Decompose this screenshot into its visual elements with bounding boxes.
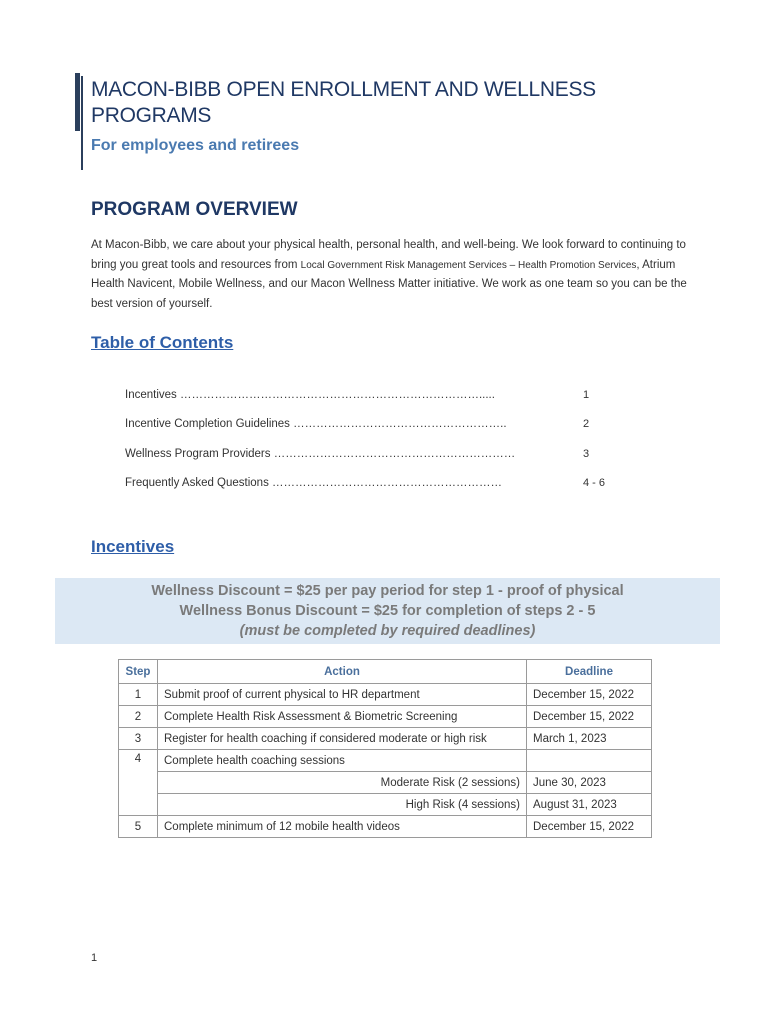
document-subtitle: For employees and retirees: [91, 137, 300, 154]
deadline-cell: December 15, 2022: [527, 706, 652, 728]
toc-item-page: 3: [583, 448, 590, 460]
banner-line-3: (must be completed by required deadlines): [239, 623, 536, 639]
action-cell: Complete Health Risk Assessment & Biometric Screening: [158, 706, 527, 728]
toc-item-label: Frequently Asked Questions ……………………………………………………: [125, 477, 503, 489]
incentive-banner: [55, 578, 720, 644]
deadline-cell: June 30, 2023: [527, 772, 652, 794]
step-cell: 4: [119, 750, 158, 816]
toc-item[interactable]: [125, 389, 625, 405]
column-header-deadline: Deadline: [527, 660, 652, 684]
document-title: MACON-BIBB OPEN ENROLLMENT AND WELLNESS PROGRAMS: [91, 78, 596, 127]
column-header-step: Step: [119, 660, 158, 684]
table-row: [119, 728, 652, 750]
step-cell: 1: [119, 684, 158, 706]
toc-item-label: Incentives …………………………………………………………………….....: [125, 389, 495, 401]
toc-item[interactable]: [125, 418, 625, 434]
toc-item[interactable]: [125, 448, 625, 464]
table-row: [119, 750, 652, 772]
toc-item[interactable]: [125, 477, 625, 493]
table-row: [119, 772, 652, 794]
page-number: 1: [91, 952, 98, 964]
column-header-action: Action: [158, 660, 527, 684]
toc-item-page: 2: [583, 418, 590, 430]
overview-heading: PROGRAM OVERVIEW: [91, 199, 298, 220]
deadline-cell: August 31, 2023: [527, 794, 652, 816]
step-cell: 3: [119, 728, 158, 750]
table-row: [119, 706, 652, 728]
table-row: [119, 816, 652, 838]
overview-paragraph: [91, 236, 691, 314]
overview-text-2: , Atrium Health Navicent, Mobile Wellness, and our Macon Wellness Matter initiative. We work as one team so you can be the best version of yourself.: [91, 258, 687, 310]
banner-line-2: Wellness Bonus Discount = $25 for completion of steps 2 - 5: [179, 603, 596, 619]
action-cell: High Risk (4 sessions): [158, 794, 527, 816]
deadline-cell: December 15, 2022: [527, 684, 652, 706]
title-accent-bar: [75, 73, 80, 131]
title-accent-line: [81, 76, 83, 170]
overview-text-small: Local Government Risk Management Services – Health Promotion Services: [300, 259, 637, 271]
incentive-steps-table: [118, 659, 652, 838]
toc-heading[interactable]: Table of Contents: [91, 333, 234, 352]
table-row: [119, 684, 652, 706]
action-cell: Complete minimum of 12 mobile health videos: [158, 816, 527, 838]
action-cell: Register for health coaching if considered moderate or high risk: [158, 728, 527, 750]
overview-text-1: At Macon-Bibb, we care about your physical health, personal health, and well-being. We look forward to continuing to bring you great tools and resources from: [91, 239, 686, 271]
deadline-cell: December 15, 2022: [527, 816, 652, 838]
deadline-cell: March 1, 2023: [527, 728, 652, 750]
banner-line-1: Wellness Discount = $25 per pay period for step 1 - proof of physical: [151, 583, 624, 599]
action-cell: Complete health coaching sessions: [158, 750, 527, 772]
step-cell: 5: [119, 816, 158, 838]
action-cell: Submit proof of current physical to HR department: [158, 684, 527, 706]
toc-item-page: 1: [583, 389, 590, 401]
table-row: [119, 794, 652, 816]
deadline-cell: [527, 750, 652, 772]
step-cell: 2: [119, 706, 158, 728]
toc-item-label: Incentive Completion Guidelines ………………………………………………..: [125, 418, 507, 430]
action-cell: Moderate Risk (2 sessions): [158, 772, 527, 794]
incentives-heading: Incentives: [91, 537, 175, 556]
toc-item-page: 4 - 6: [583, 477, 606, 489]
table-header-row: [119, 660, 652, 684]
toc-item-label: Wellness Program Providers ………………………………………………………: [125, 448, 516, 460]
